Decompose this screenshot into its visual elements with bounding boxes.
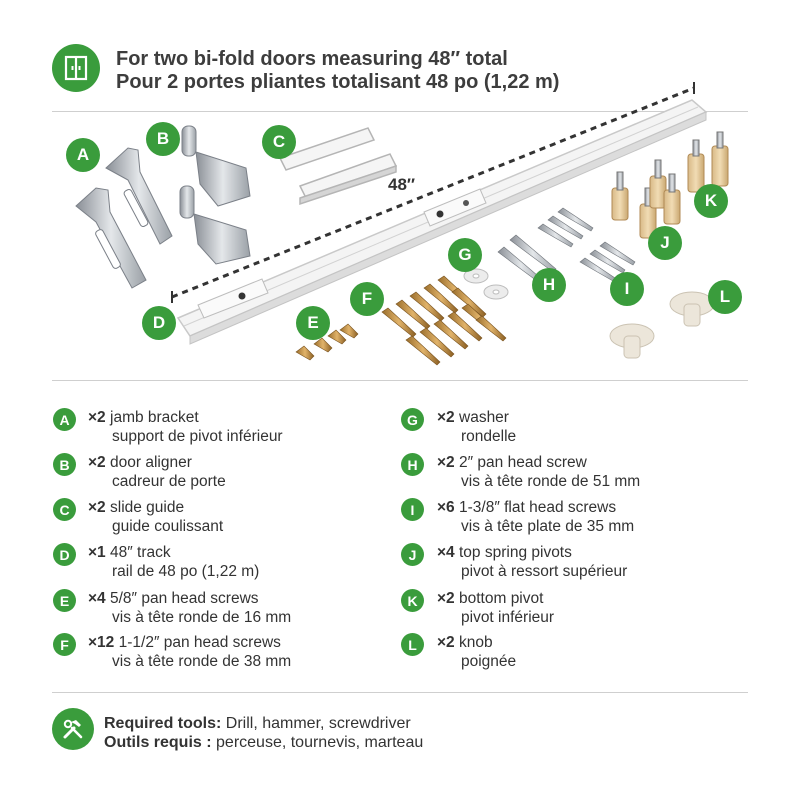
part-badge-k: K (401, 589, 424, 612)
part-item-d: ×1 48″ track rail de 48 po (1,22 m) (88, 544, 260, 580)
part-item-e: ×4 5/8″ pan head screws vis à tête ronde de 16 mm (88, 590, 292, 626)
part-badge-i: I (401, 498, 424, 521)
callout-g: G (448, 238, 482, 272)
part-item-i: ×6 1-3/8″ flat head screws vis à tête plate de 35 mm (437, 499, 635, 535)
callout-c: C (262, 125, 296, 159)
slide-guides-c (280, 128, 396, 204)
part-item-g: ×2 washer rondelle (437, 409, 517, 445)
callout-k: K (694, 184, 728, 218)
part-badge-b: B (53, 453, 76, 476)
tools-english: Required tools: Drill, hammer, screwdriver (104, 715, 411, 732)
callout-i: I (610, 272, 644, 306)
part-item-j: ×4 top spring pivots pivot à ressort supérieur (437, 544, 628, 580)
part-badge-j: J (401, 543, 424, 566)
part-badge-a: A (53, 408, 76, 431)
part-badge-e: E (53, 589, 76, 612)
track-d (178, 100, 706, 344)
diagram-divider (52, 380, 748, 381)
title-english: For two bi-fold doors measuring 48″ total (116, 48, 508, 70)
hardware-diagram (0, 0, 800, 380)
part-item-k: ×2 bottom pivot pivot inférieur (437, 590, 555, 626)
washers-g (464, 269, 508, 299)
callout-b: B (146, 122, 180, 156)
part-badge-d: D (53, 543, 76, 566)
part-item-f: ×12 1-1/2″ pan head screws vis à tête ronde de 38 mm (88, 634, 292, 670)
callout-j: J (648, 226, 682, 260)
callout-f: F (350, 282, 384, 316)
track-length-label: 48″ (388, 175, 416, 194)
part-badge-l: L (401, 633, 424, 656)
part-item-h: ×2 2″ pan head screw vis à tête ronde de 51 mm (437, 454, 641, 490)
part-badge-f: F (53, 633, 76, 656)
part-item-b: ×2 door aligner cadreur de porte (88, 454, 226, 490)
required-tools (104, 714, 423, 752)
callout-d: D (142, 306, 176, 340)
tools-french: Outils requis : perceuse, tournevis, marteau (104, 734, 424, 751)
part-item-l: ×2 knob poignée (437, 634, 517, 670)
bottom-pivots-k (688, 132, 728, 192)
hammer-wrench-icon (52, 708, 94, 750)
callout-e: E (296, 306, 330, 340)
part-badge-h: H (401, 453, 424, 476)
part-badge-g: G (401, 408, 424, 431)
callout-l: L (708, 280, 742, 314)
parts-divider (52, 692, 748, 693)
callout-a: A (66, 138, 100, 172)
part-item-a: ×2 jamb bracket support de pivot inférieur (88, 409, 283, 445)
part-badge-c: C (53, 498, 76, 521)
title-french: Pour 2 portes pliantes totalisant 48 po (1,22 m) (116, 71, 560, 93)
part-item-c: ×2 slide guide guide coulissant (88, 499, 224, 535)
callout-h: H (532, 268, 566, 302)
door-aligners-b (180, 126, 250, 264)
